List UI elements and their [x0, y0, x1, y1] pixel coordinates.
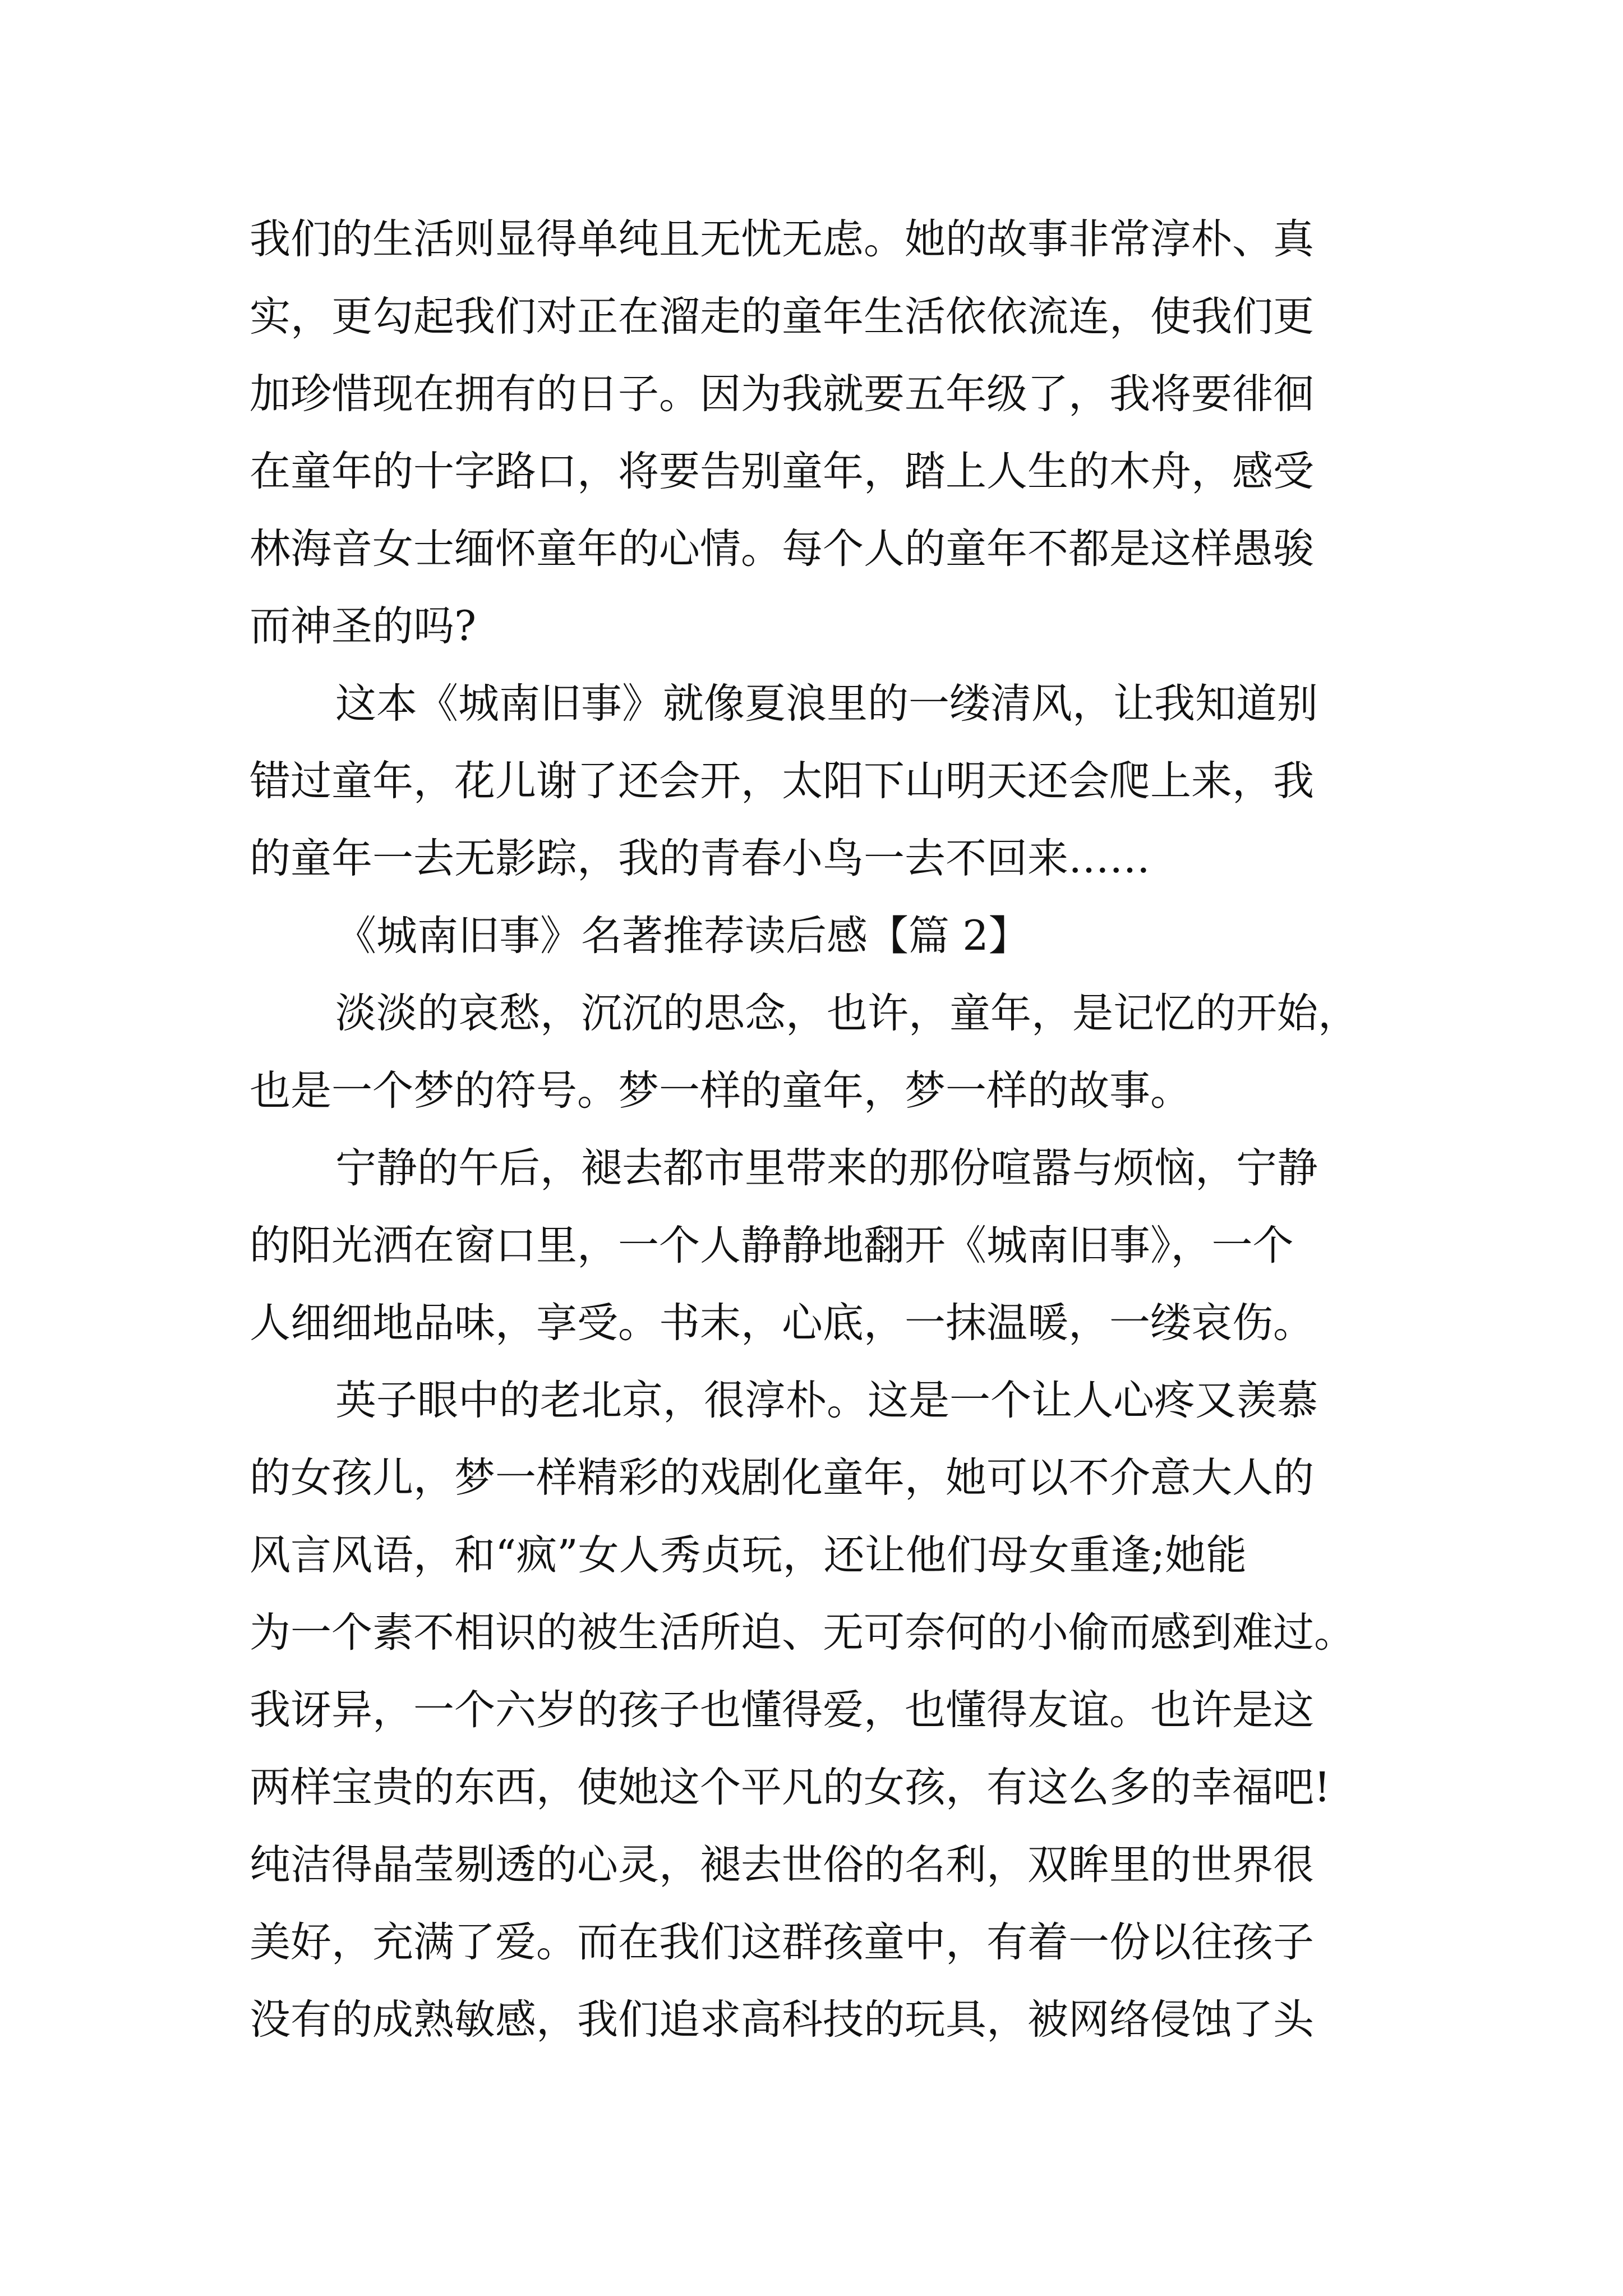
- text-line: 没有的成熟敏感，我们追求高科技的玩具，被网络侵蚀了头: [250, 1996, 1314, 2044]
- text-line: 为一个素不相识的被生活所迫、无可奈何的小偷而感到难过。: [250, 1609, 1355, 1657]
- paragraph-start-line: 英子眼中的老北京，很淳朴。这是一个让人心疼又羡慕: [335, 1377, 1318, 1424]
- text-line: 我讶异，一个六岁的孩子也懂得爱，也懂得友谊。也许是这: [250, 1686, 1314, 1734]
- text-line: 加珍惜现在拥有的日子。因为我就要五年级了，我将要徘徊: [250, 370, 1314, 418]
- section-heading: 《城南旧事》名著推荐读后感【篇 2】: [335, 912, 1030, 960]
- text-line: 而神圣的吗?: [250, 602, 477, 650]
- text-line: 我们的生活则显得单纯且无忧无虑。她的故事非常淳朴、真: [250, 215, 1314, 263]
- text-line: 在童年的十字路口，将要告别童年，踏上人生的木舟，感受: [250, 448, 1314, 495]
- paragraph-start-line: 这本《城南旧事》就像夏浪里的一缕清风，让我知道别: [335, 680, 1318, 728]
- text-line: 错过童年，花儿谢了还会开，太阳下山明天还会爬上来，我: [250, 757, 1314, 805]
- text-line: 的女孩儿，梦一样精彩的戏剧化童年，她可以不介意大人的: [250, 1454, 1314, 1502]
- text-line: 也是一个梦的符号。梦一样的童年，梦一样的故事。: [250, 1067, 1191, 1115]
- text-line: 纯洁得晶莹剔透的心灵，褪去世俗的名利，双眸里的世界很: [250, 1841, 1314, 1889]
- text-line: 人细细地品味，享受。书末，心底，一抹温暖，一缕哀伤。: [250, 1299, 1314, 1347]
- text-line: 风言风语，和“疯”女人秀贞玩，还让他们母女重逢;她能: [250, 1531, 1247, 1579]
- text-line: 美好，充满了爱。而在我们这群孩童中，有着一份以往孩子: [250, 1918, 1314, 1966]
- paragraph-start-line: 淡淡的哀愁，沉沉的思念，也许，童年，是记忆的开始，: [335, 990, 1359, 1037]
- text-line: 的童年一去无影踪，我的青春小鸟一去不回来……: [250, 835, 1150, 882]
- text-line: 林海音女士缅怀童年的心情。每个人的童年不都是这样愚骏: [250, 525, 1314, 573]
- text-line: 两样宝贵的东西，使她这个平凡的女孩，有这么多的幸福吧!: [250, 1764, 1331, 1811]
- paragraph-start-line: 宁静的午后，褪去都市里带来的那份喧嚣与烦恼，宁静: [335, 1144, 1318, 1192]
- text-line: 的阳光洒在窗口里，一个人静静地翻开《城南旧事》，一个: [250, 1222, 1294, 1269]
- text-line: 实，更勾起我们对正在溜走的童年生活依依流连，使我们更: [250, 293, 1314, 341]
